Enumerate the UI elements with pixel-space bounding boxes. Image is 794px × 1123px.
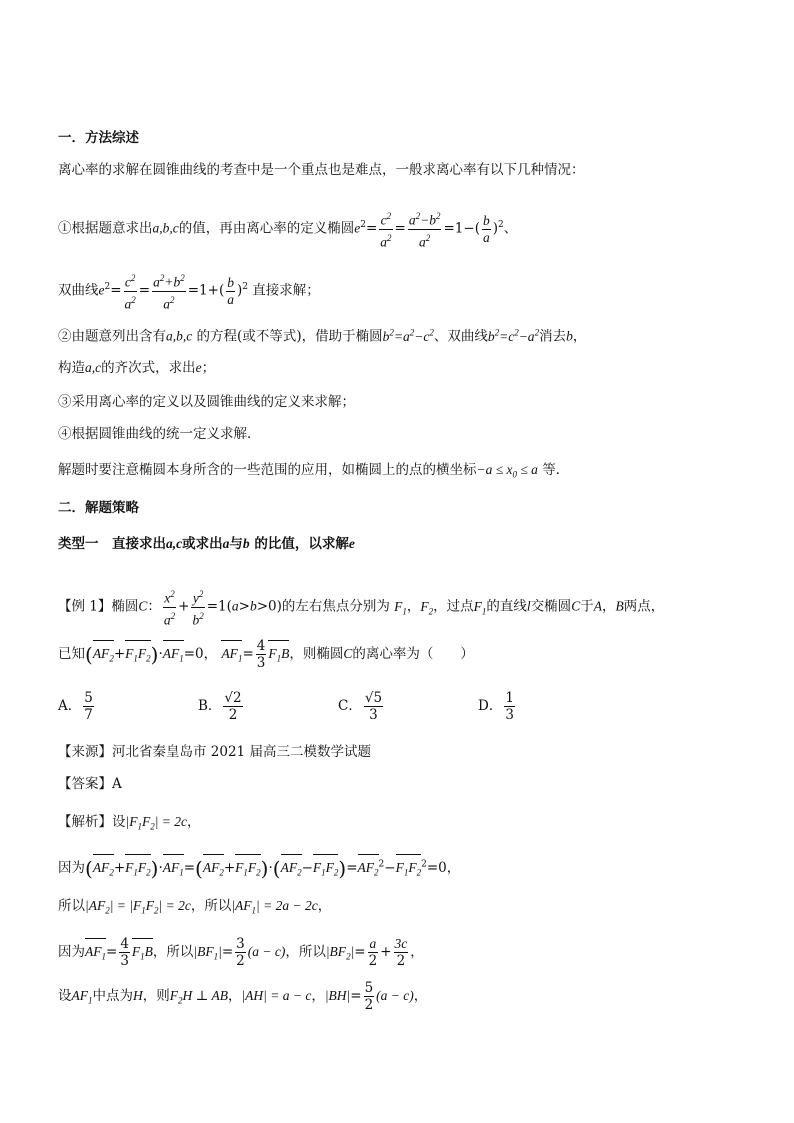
example-line-2: 已知$(AF_2+F_1F_2)\cdot AF_1=0$， $AF_1=$ $\frac{4}{3}$ $F_1B$，则椭圆C的离心率为（ ） — [58, 638, 474, 671]
option-c: C． $\frac{√5}{3}$ — [338, 690, 383, 723]
method-item-3: ③采用离心率的定义以及圆锥曲线的定义来求解； — [58, 394, 355, 410]
analysis-line-4: 因为$AF_1=$ $\frac{4}{3}$ $F_1B$，所以$|BF_1|=$ $\frac{3}{2}$ (a − c)，所以$|BF_2|=$ $\frac{a}{2}$ + $\frac{3c}{2}$ ， — [58, 936, 424, 969]
method-item-1-hyperbola: 双曲线$e^2=$ $\frac{c^2}{a^2}$ = $\frac{a^2+b^2}{a^2}$ =1+( $\frac{b}{a}$ )$^2$ 直接求解； — [58, 270, 320, 312]
method-item-1: ①根据题意求出a,b,c的值，再由离心率的定义椭圆$e^2=$ $\frac{c^2}{a^2}$ = $\frac{a^2-b^2}{a^2}$ =1−( $\frac{b}{a}$ )$^2$、 — [58, 208, 517, 250]
method-item-4: ④根据圆锥曲线的统一定义求解． — [58, 426, 261, 442]
range-note: 解题时要注意椭圆本身所含的一些范围的应用，如椭圆上的点的横坐标$-a \le x_0 \le a$ 等． — [58, 462, 570, 480]
analysis-line-1: 【解析】设$|F_1F_2| = 2c$， — [58, 814, 201, 832]
option-d: D． $\frac{1}{3}$ — [478, 690, 514, 723]
option-b: B． $\frac{√2}{2}$ — [198, 690, 242, 723]
type1-heading: 类型一 直接求出a,c或求出a与b 的比值，以求解e — [58, 536, 355, 552]
section1-heading: 一．方法综述 — [58, 130, 139, 146]
answer-line: 【答案】A — [58, 776, 122, 792]
intro-text: 离心率的求解在圆锥曲线的考查中是一个重点也是难点，一般求离心率有以下几种情况： — [58, 162, 585, 178]
example-line-1: 【例 1】椭圆C： $\frac{x^2}{a^2}$ + $\frac{y^2}{b^2}$ =1(a>b>0)的左右焦点分别为 $F_1$，$F_2$，过点$F_1$的直线l交椭圆C于A，B两点， — [58, 586, 664, 628]
method-item-2-cont: 构造a,c的齐次式，求出e； — [58, 360, 216, 376]
analysis-line-5: 设$AF_1$中点为H，则$F_2H$ ⊥ AB，|AH| = a − c，|BH|= $\frac{5}{2}$ (a − c)， — [58, 980, 428, 1013]
method-item-2: ②由题意列出含有a,b,c 的方程(或不等式)，借助于椭圆$b^2=a^2-c^2$、双曲线$b^2=c^2-a^2$消去b， — [58, 327, 587, 345]
option-a: A． $\frac{5}{7}$ — [58, 690, 93, 723]
answer-options — [58, 690, 618, 723]
analysis-line-2: 因为$(AF_2+F_1F_2)\cdot AF_1=(AF_2+F_1F_2)\cdot(AF_2-F_1F_2)=AF_2^2-F_1F_2^2=0$， — [58, 852, 460, 883]
analysis-line-3: 所以$|AF_2| = |F_1F_2| = 2c$，所以$|AF_1| = 2a - 2c$， — [58, 898, 332, 916]
section2-heading: 二．解题策略 — [58, 500, 139, 516]
source-line: 【来源】河北省秦皇岛市 2021 届高三二模数学试题 — [58, 744, 371, 760]
